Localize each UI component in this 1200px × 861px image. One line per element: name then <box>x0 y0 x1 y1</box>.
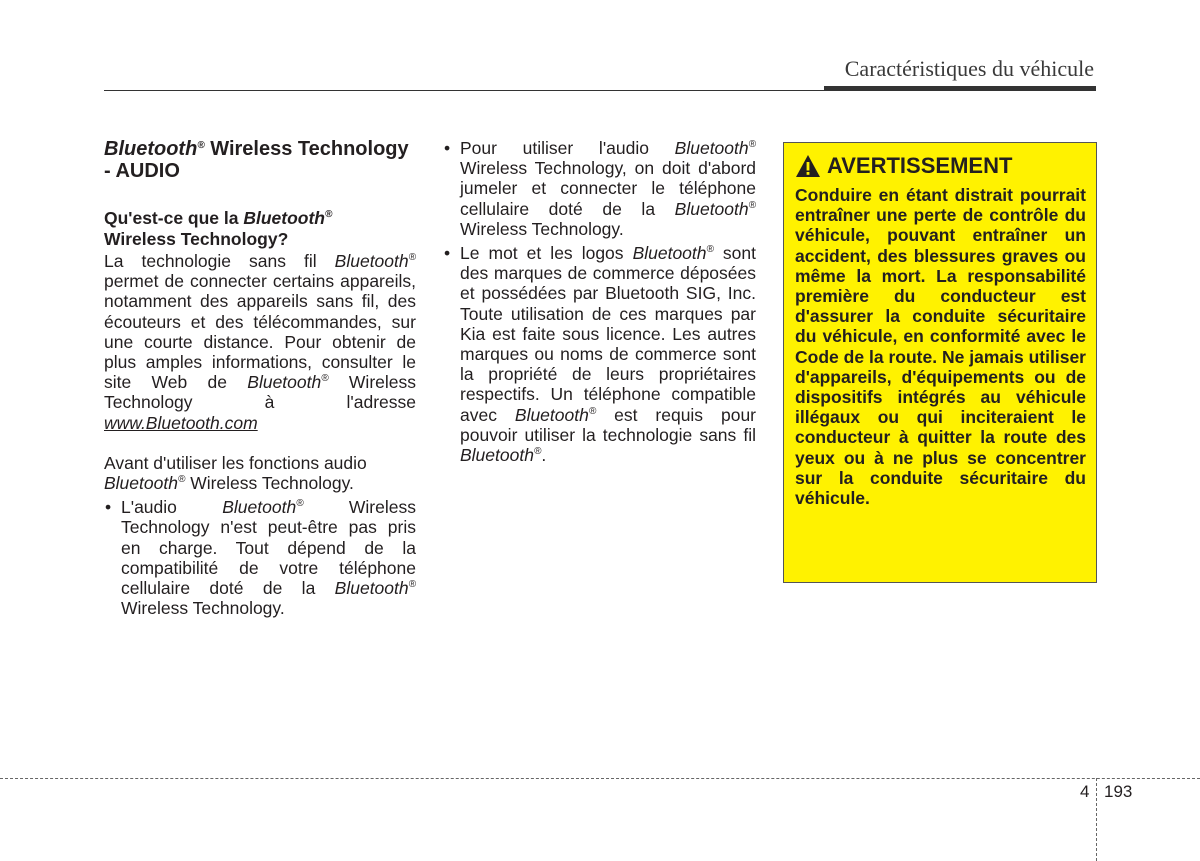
reg-mark: ® <box>748 199 756 211</box>
reg-mark: ® <box>588 405 597 417</box>
text-bluetooth: Bluetooth <box>334 578 409 599</box>
bullet-icon: • <box>444 243 451 264</box>
warning-body: Conduire en étant distrait pourrait entraîner une perte de contrôle du véhicule, pouvant entraîner un accident, des blessures graves ou même la mort. La responsabilité première du conducteur est d'assurer la conduite sécuritaire du véhicule, en conformité avec le Code de la route. Ne jamais utiliser d'appareils, d'équipements ou de dispositifs intégrés au véhicule illégaux ou qui inciteraient le conducteur à quitter la route des yeux ou à ne plus se concentrer sur la conduite sécuritaire du véhicule. <box>795 185 1086 509</box>
subheading <box>104 208 416 249</box>
list-item <box>443 138 756 239</box>
reg-mark: ® <box>408 252 416 263</box>
text: Pour utiliser l'audio <box>460 138 675 158</box>
text: permet de connecter certains appareils, notamment des appareils sans fil, des écouteurs et des télécommandes, sur une courte distance. Pour obtenir de plus amples informations, consulter le site Web de <box>104 271 416 393</box>
reg-mark: ® <box>408 579 416 591</box>
footer-divider <box>1096 778 1097 861</box>
heading-rest: Wireless Technology <box>204 138 409 160</box>
text: Wireless Technology. <box>185 473 354 494</box>
reg-mark: ® <box>706 244 714 256</box>
text: Wireless Technology, on doit d'abord jumeler et connecter le téléphone cellulaire doté de la <box>460 158 756 219</box>
spacer <box>104 433 416 453</box>
text: Avant d'utiliser les fonctions audio <box>104 452 367 473</box>
warning-title-text: AVERTISSEMENT <box>827 153 1013 178</box>
before-use-paragraph <box>104 453 416 493</box>
bullet-list-left <box>104 497 416 618</box>
text-bluetooth: Bluetooth <box>514 404 589 425</box>
text: La technologie sans fil <box>104 251 335 271</box>
reg-mark: ® <box>748 139 756 150</box>
chapter-number: 4 <box>1080 782 1090 801</box>
bluetooth-website-link[interactable]: www.Bluetooth.com <box>104 412 258 433</box>
main-heading <box>104 138 416 182</box>
warning-box <box>783 142 1097 583</box>
text: . <box>541 445 547 466</box>
text: L'audio <box>121 497 223 518</box>
section-title: Caractéristiques du véhicule <box>844 56 1094 81</box>
intro-paragraph <box>104 251 416 433</box>
text: Le mot et les logos <box>460 243 633 264</box>
reg-mark: ® <box>197 140 205 151</box>
subheading-bluetooth: Bluetooth <box>243 208 325 228</box>
page-number: 193 <box>1104 782 1133 801</box>
text-bluetooth: Bluetooth <box>334 251 409 271</box>
bullet-icon: • <box>105 497 112 518</box>
text-bluetooth: Bluetooth <box>104 473 178 494</box>
bullet-icon: • <box>444 138 451 158</box>
column-middle <box>443 138 756 469</box>
text-bluetooth: Bluetooth <box>674 138 749 158</box>
text-bluetooth: Bluetooth <box>674 198 749 219</box>
warning-title <box>795 153 1086 179</box>
text-bluetooth: Bluetooth <box>222 497 297 518</box>
list-item <box>443 243 756 465</box>
list-item <box>104 497 416 618</box>
reg-mark: ® <box>325 209 333 220</box>
bullet-list-middle <box>443 138 756 465</box>
header-rule <box>104 90 1096 91</box>
text-bluetooth: Bluetooth <box>460 445 534 466</box>
reg-mark: ® <box>296 498 304 510</box>
reg-mark: ® <box>533 446 542 458</box>
reg-mark: ® <box>321 373 329 385</box>
footer-rule <box>0 778 1200 779</box>
text: est requis pour pouvoir utiliser la technologie sans fil <box>460 404 757 445</box>
heading-line2: - AUDIO <box>104 160 180 182</box>
heading-bluetooth: Bluetooth <box>104 138 198 160</box>
column-left <box>104 138 416 622</box>
text-bluetooth: Bluetooth <box>247 372 322 393</box>
text: Wireless Technology. <box>121 598 285 619</box>
text-bluetooth: Bluetooth <box>632 243 707 264</box>
subheading-line2: Wireless Technology? <box>104 228 289 249</box>
header-rule-accent <box>824 86 1096 90</box>
text: Wireless Technology à l'adresse <box>104 372 416 413</box>
text: Wireless Technology. <box>460 218 624 239</box>
text: sont des marques de commerce déposées et possédées par Bluetooth SIG, Inc. Toute utilisation de ces marques par Kia est faite sous licence. Les autres marques ou noms de commerce sont la propriété de leurs propriétaires respectifs. Un téléphone compatible avec <box>460 243 756 425</box>
warning-triangle-icon <box>795 154 821 178</box>
text: Wireless Technology n'est peut-être pas pris en charge. Tout dépend de la compatibilité de votre téléphone cellulaire doté de la <box>121 497 416 599</box>
reg-mark: ® <box>177 474 186 486</box>
subheading-pre: Qu'est-ce que la <box>104 208 244 228</box>
